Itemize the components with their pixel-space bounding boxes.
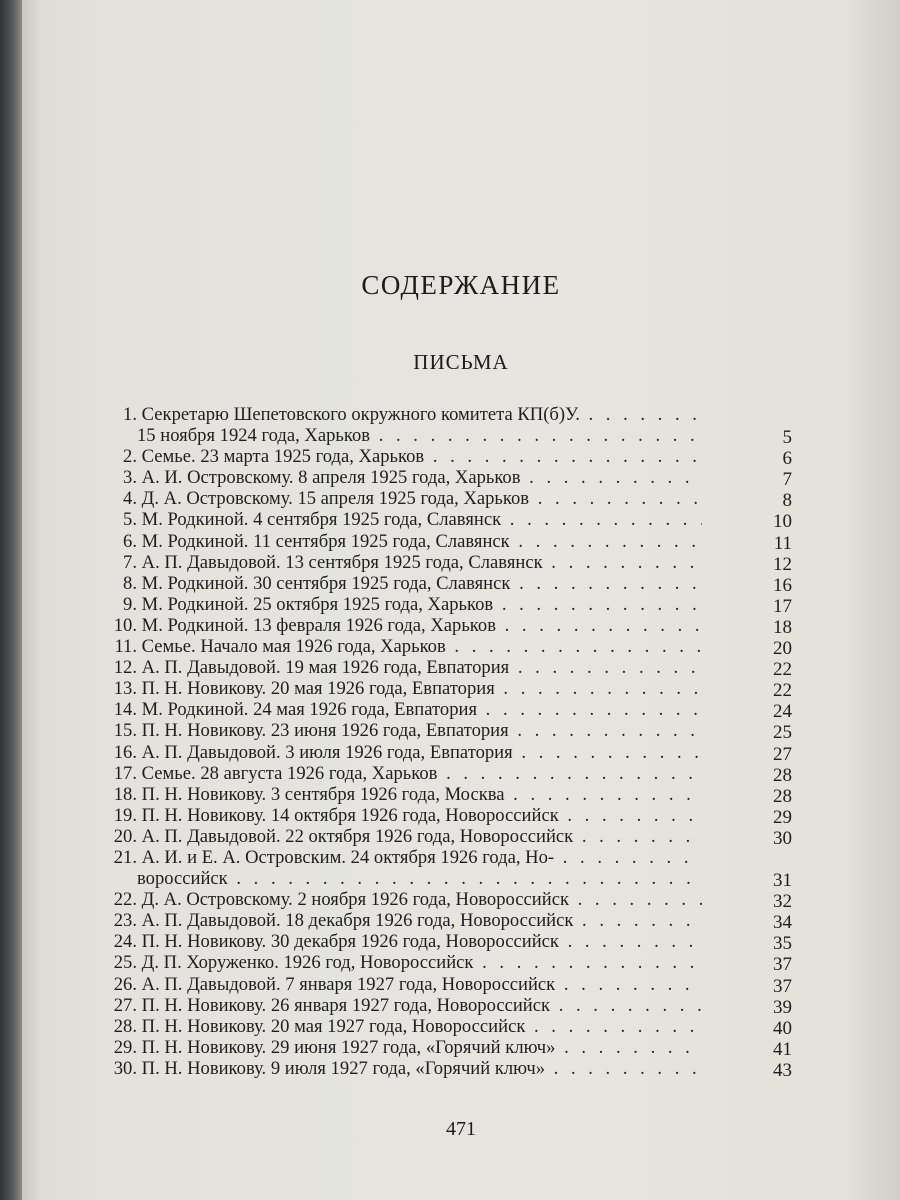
toc-entry-number: 7.	[123, 551, 137, 573]
toc-entry-text: Семье. Начало мая 1926 года, Харьков	[141, 636, 446, 658]
toc-entry-title	[102, 446, 702, 467]
toc-entry-number: 3.	[123, 467, 137, 489]
toc-entry-text: М. Родкиной. 4 сентября 1925 года, Славянск	[141, 509, 502, 531]
toc-entry-text: П. Н. Новикову. 20 мая 1926 года, Евпатория	[141, 678, 495, 700]
toc-entry	[102, 910, 802, 934]
toc-entry-number: 12.	[113, 657, 137, 679]
toc-entry-page: 35	[773, 933, 792, 955]
toc-entry-title	[102, 531, 702, 552]
toc-entry-text: П. Н. Новикову. 14 октября 1926 года, Новороссийск	[141, 804, 559, 826]
toc-entry-title	[102, 552, 702, 573]
toc-entry-title	[102, 657, 702, 678]
toc-entry-text: М. Родкиной. 30 сентября 1925 года, Славянск	[141, 572, 511, 594]
toc-entry-page: 25	[773, 722, 792, 744]
toc-entry	[102, 952, 802, 976]
toc-entry	[102, 974, 802, 995]
toc-entry-text: 15 ноября 1924 года, Харьков	[137, 425, 371, 447]
toc-entry-text: А. П. Давыдовой. 19 мая 1926 года, Евпатория	[141, 657, 510, 679]
toc-entry-number: 8.	[123, 572, 137, 594]
toc-entry-title	[102, 594, 702, 615]
toc-entry-number: 4.	[123, 488, 137, 510]
toc-entry-title	[102, 678, 702, 699]
toc-entry	[102, 784, 802, 805]
toc-entry-title	[102, 1058, 702, 1079]
toc-entry-number: 24.	[113, 931, 137, 953]
toc-entry-number: 26.	[113, 973, 137, 995]
toc-entry-number: 28.	[113, 1015, 137, 1037]
toc-entry	[102, 699, 802, 723]
toc-entry-title	[102, 467, 702, 488]
toc-entry-text: Семье. 23 марта 1925 года, Харьков	[141, 446, 425, 468]
toc-entry-title	[102, 509, 702, 530]
toc-entry-title	[102, 826, 702, 847]
toc-entry-page: 11	[773, 532, 792, 554]
toc-entry	[102, 763, 802, 784]
toc-entry	[102, 488, 802, 512]
toc-entry-page: 28	[773, 764, 792, 786]
toc-entry	[102, 1058, 802, 1079]
toc-entry-number: 6.	[123, 530, 137, 552]
toc-entry-continuation	[102, 868, 702, 889]
toc-entry-page: 28	[773, 785, 792, 807]
book-spine-shadow	[0, 0, 22, 1200]
toc-entry-text: Д. П. Хоруженко. 1926 год, Новороссийск	[141, 952, 474, 974]
toc-entry-title	[102, 889, 702, 910]
toc-entry-page: 43	[773, 1059, 792, 1081]
toc-entry-number: 18.	[113, 783, 137, 805]
toc-entry-text: П. Н. Новикову. 26 января 1927 года, Новороссийск	[141, 994, 551, 1016]
toc-entry-number: 2.	[123, 446, 137, 468]
toc-entry-title	[102, 742, 702, 763]
toc-entry	[102, 615, 802, 636]
toc-entry	[102, 657, 802, 681]
toc-entry-text: Семье. 28 августа 1926 года, Харьков	[141, 762, 438, 784]
toc-entry-page: 29	[773, 806, 792, 828]
toc-entry	[102, 1037, 802, 1058]
toc-entry-title	[102, 488, 702, 509]
toc-entry-text: М. Родкиной. 25 октября 1925 года, Харьков	[141, 593, 494, 615]
toc-entry	[102, 467, 802, 491]
toc-entry-page: 24	[773, 701, 792, 723]
toc-entry	[102, 1016, 802, 1037]
toc-entry-text: Секретарю Шепетовского окружного комитета КП(б)У.	[141, 404, 580, 425]
toc-entry-number: 27.	[113, 994, 137, 1016]
toc-entry-page: 31	[773, 870, 792, 892]
toc-entry-text: Д. А. Островскому. 2 ноября 1926 года, Новороссийск	[141, 889, 569, 911]
toc-entry-text: П. Н. Новикову. 3 сентября 1926 года, Москва	[141, 783, 505, 805]
toc-entry-title	[102, 847, 702, 868]
toc-entry-title	[102, 404, 702, 425]
toc-entry-text: П. Н. Новикову. 9 июля 1927 года, «Горячий ключ»	[141, 1057, 545, 1079]
toc-entry-number: 11.	[114, 636, 137, 658]
toc-entry-title	[102, 784, 702, 805]
book-page	[22, 0, 900, 1200]
toc-entry-title	[102, 573, 702, 594]
toc-entry-text: А. П. Давыдовой. 7 января 1927 года, Новороссийск	[141, 973, 556, 995]
toc-entry-text: А. П. Давыдовой. 3 июля 1926 года, Евпатория	[141, 741, 513, 763]
toc-entry-page: 22	[773, 659, 792, 681]
toc-entry-title	[102, 636, 702, 657]
toc-entry-title	[102, 615, 702, 636]
toc-entry-number: 13.	[113, 678, 137, 700]
toc-entry-number: 21.	[113, 846, 137, 868]
toc-entry-page: 41	[773, 1038, 792, 1060]
toc-entry-title	[102, 763, 702, 784]
toc-entry-text: А. И. и Е. А. Островским. 24 октября 1926 года, Но-	[141, 846, 555, 868]
toc-entry-number: 17.	[113, 762, 137, 784]
toc-entry	[102, 742, 802, 763]
toc-entry-number: 20.	[113, 825, 137, 847]
toc-entry-title	[102, 910, 702, 931]
toc-entry-page: 6	[782, 448, 792, 470]
toc-entry-text: Д. А. Островскому. 15 апреля 1925 года, Харьков	[141, 488, 530, 510]
toc-entry-text: А. И. Островскому. 8 апреля 1925 года, Харьков	[141, 467, 521, 489]
toc-entry-number: 16.	[113, 741, 137, 763]
toc-entry-text: М. Родкиной. 11 сентября 1925 года, Славянск	[141, 530, 510, 552]
toc-entry-page: 39	[773, 996, 792, 1018]
table-of-contents	[102, 404, 802, 1079]
toc-entry	[102, 531, 802, 552]
toc-entry-text: М. Родкиной. 13 февраля 1926 года, Харьков	[141, 614, 496, 636]
toc-entry-page: 7	[782, 469, 792, 491]
toc-entry	[102, 846, 802, 892]
toc-entry-number: 14.	[113, 699, 137, 721]
toc-entry-page: 34	[773, 912, 792, 934]
toc-entry-text: А. П. Давыдовой. 18 декабря 1926 года, Новороссийск	[141, 910, 574, 932]
toc-entry	[102, 805, 802, 826]
toc-entry-page: 22	[773, 680, 792, 702]
toc-entry-page: 30	[773, 827, 792, 849]
toc-entry-title	[102, 995, 702, 1016]
toc-entry-number: 23.	[113, 910, 137, 932]
toc-entry-page: 5	[782, 427, 792, 449]
toc-entry-page: 12	[773, 553, 792, 575]
toc-entry-page: 16	[773, 574, 792, 596]
toc-entry-page: 8	[782, 490, 792, 512]
toc-entry	[102, 931, 802, 955]
toc-entry	[102, 678, 802, 702]
toc-entry-page: 40	[773, 1017, 792, 1039]
toc-entry-number: 1.	[123, 404, 137, 425]
toc-entry-page: 37	[773, 954, 792, 976]
toc-entry-page: 27	[773, 743, 792, 765]
toc-entry-title	[102, 699, 702, 720]
section-heading: ПИСЬМА	[413, 350, 509, 374]
toc-entry	[102, 552, 802, 573]
toc-entry-page: 17	[773, 595, 792, 617]
toc-entry-page: 37	[773, 975, 792, 997]
toc-entry	[102, 720, 802, 744]
toc-entry-number: 30.	[113, 1057, 137, 1079]
toc-entry-title	[102, 931, 702, 952]
toc-entry	[102, 995, 802, 1016]
toc-entry-number: 15.	[113, 720, 137, 742]
toc-entry-title	[102, 720, 702, 741]
toc-entry-text: П. Н. Новикову. 23 июня 1926 года, Евпатория	[141, 720, 509, 742]
toc-entry-text: А. П. Давыдовой. 22 октября 1926 года, Новороссийск	[141, 825, 574, 847]
toc-entry-number: 5.	[123, 509, 137, 531]
toc-entry	[102, 404, 802, 449]
toc-entry-text: вороссийск	[137, 868, 228, 890]
toc-entry	[102, 573, 802, 594]
toc-entry-number: 19.	[113, 804, 137, 826]
page-title: СОДЕРЖАНИЕ	[361, 270, 561, 300]
toc-entry-title	[102, 952, 702, 973]
toc-entry	[102, 636, 802, 660]
toc-entry	[102, 509, 802, 533]
toc-entry-page: 10	[773, 511, 792, 533]
toc-entry	[102, 594, 802, 615]
toc-entry-continuation	[102, 425, 702, 446]
toc-entry-title	[102, 805, 702, 826]
toc-entry-title	[102, 1016, 702, 1037]
toc-entry	[102, 826, 802, 847]
toc-entry-title	[102, 1037, 702, 1058]
toc-entry-page: 18	[773, 616, 792, 638]
toc-entry-number: 22.	[113, 889, 137, 911]
toc-entry-text: П. Н. Новикову. 29 июня 1927 года, «Горячий ключ»	[141, 1036, 556, 1058]
toc-entry-page: 32	[773, 891, 792, 913]
toc-entry-number: 9.	[123, 593, 137, 615]
toc-entry	[102, 446, 802, 470]
toc-entry-number: 10.	[113, 614, 137, 636]
toc-entry	[102, 889, 802, 913]
toc-entry-page: 20	[773, 638, 792, 660]
toc-entry-text: М. Родкиной. 24 мая 1926 года, Евпатория	[141, 699, 478, 721]
toc-entry-text: П. Н. Новикову. 20 мая 1927 года, Новороссийск	[141, 1015, 526, 1037]
toc-entry-text: А. П. Давыдовой. 13 сентября 1925 года, Славянск	[141, 551, 543, 573]
page-number: 471	[446, 1118, 476, 1140]
toc-entry-title	[102, 974, 702, 995]
toc-entry-number: 29.	[113, 1036, 137, 1058]
toc-entry-text: П. Н. Новикову. 30 декабря 1926 года, Новороссийск	[141, 931, 559, 953]
toc-entry-number: 25.	[113, 952, 137, 974]
